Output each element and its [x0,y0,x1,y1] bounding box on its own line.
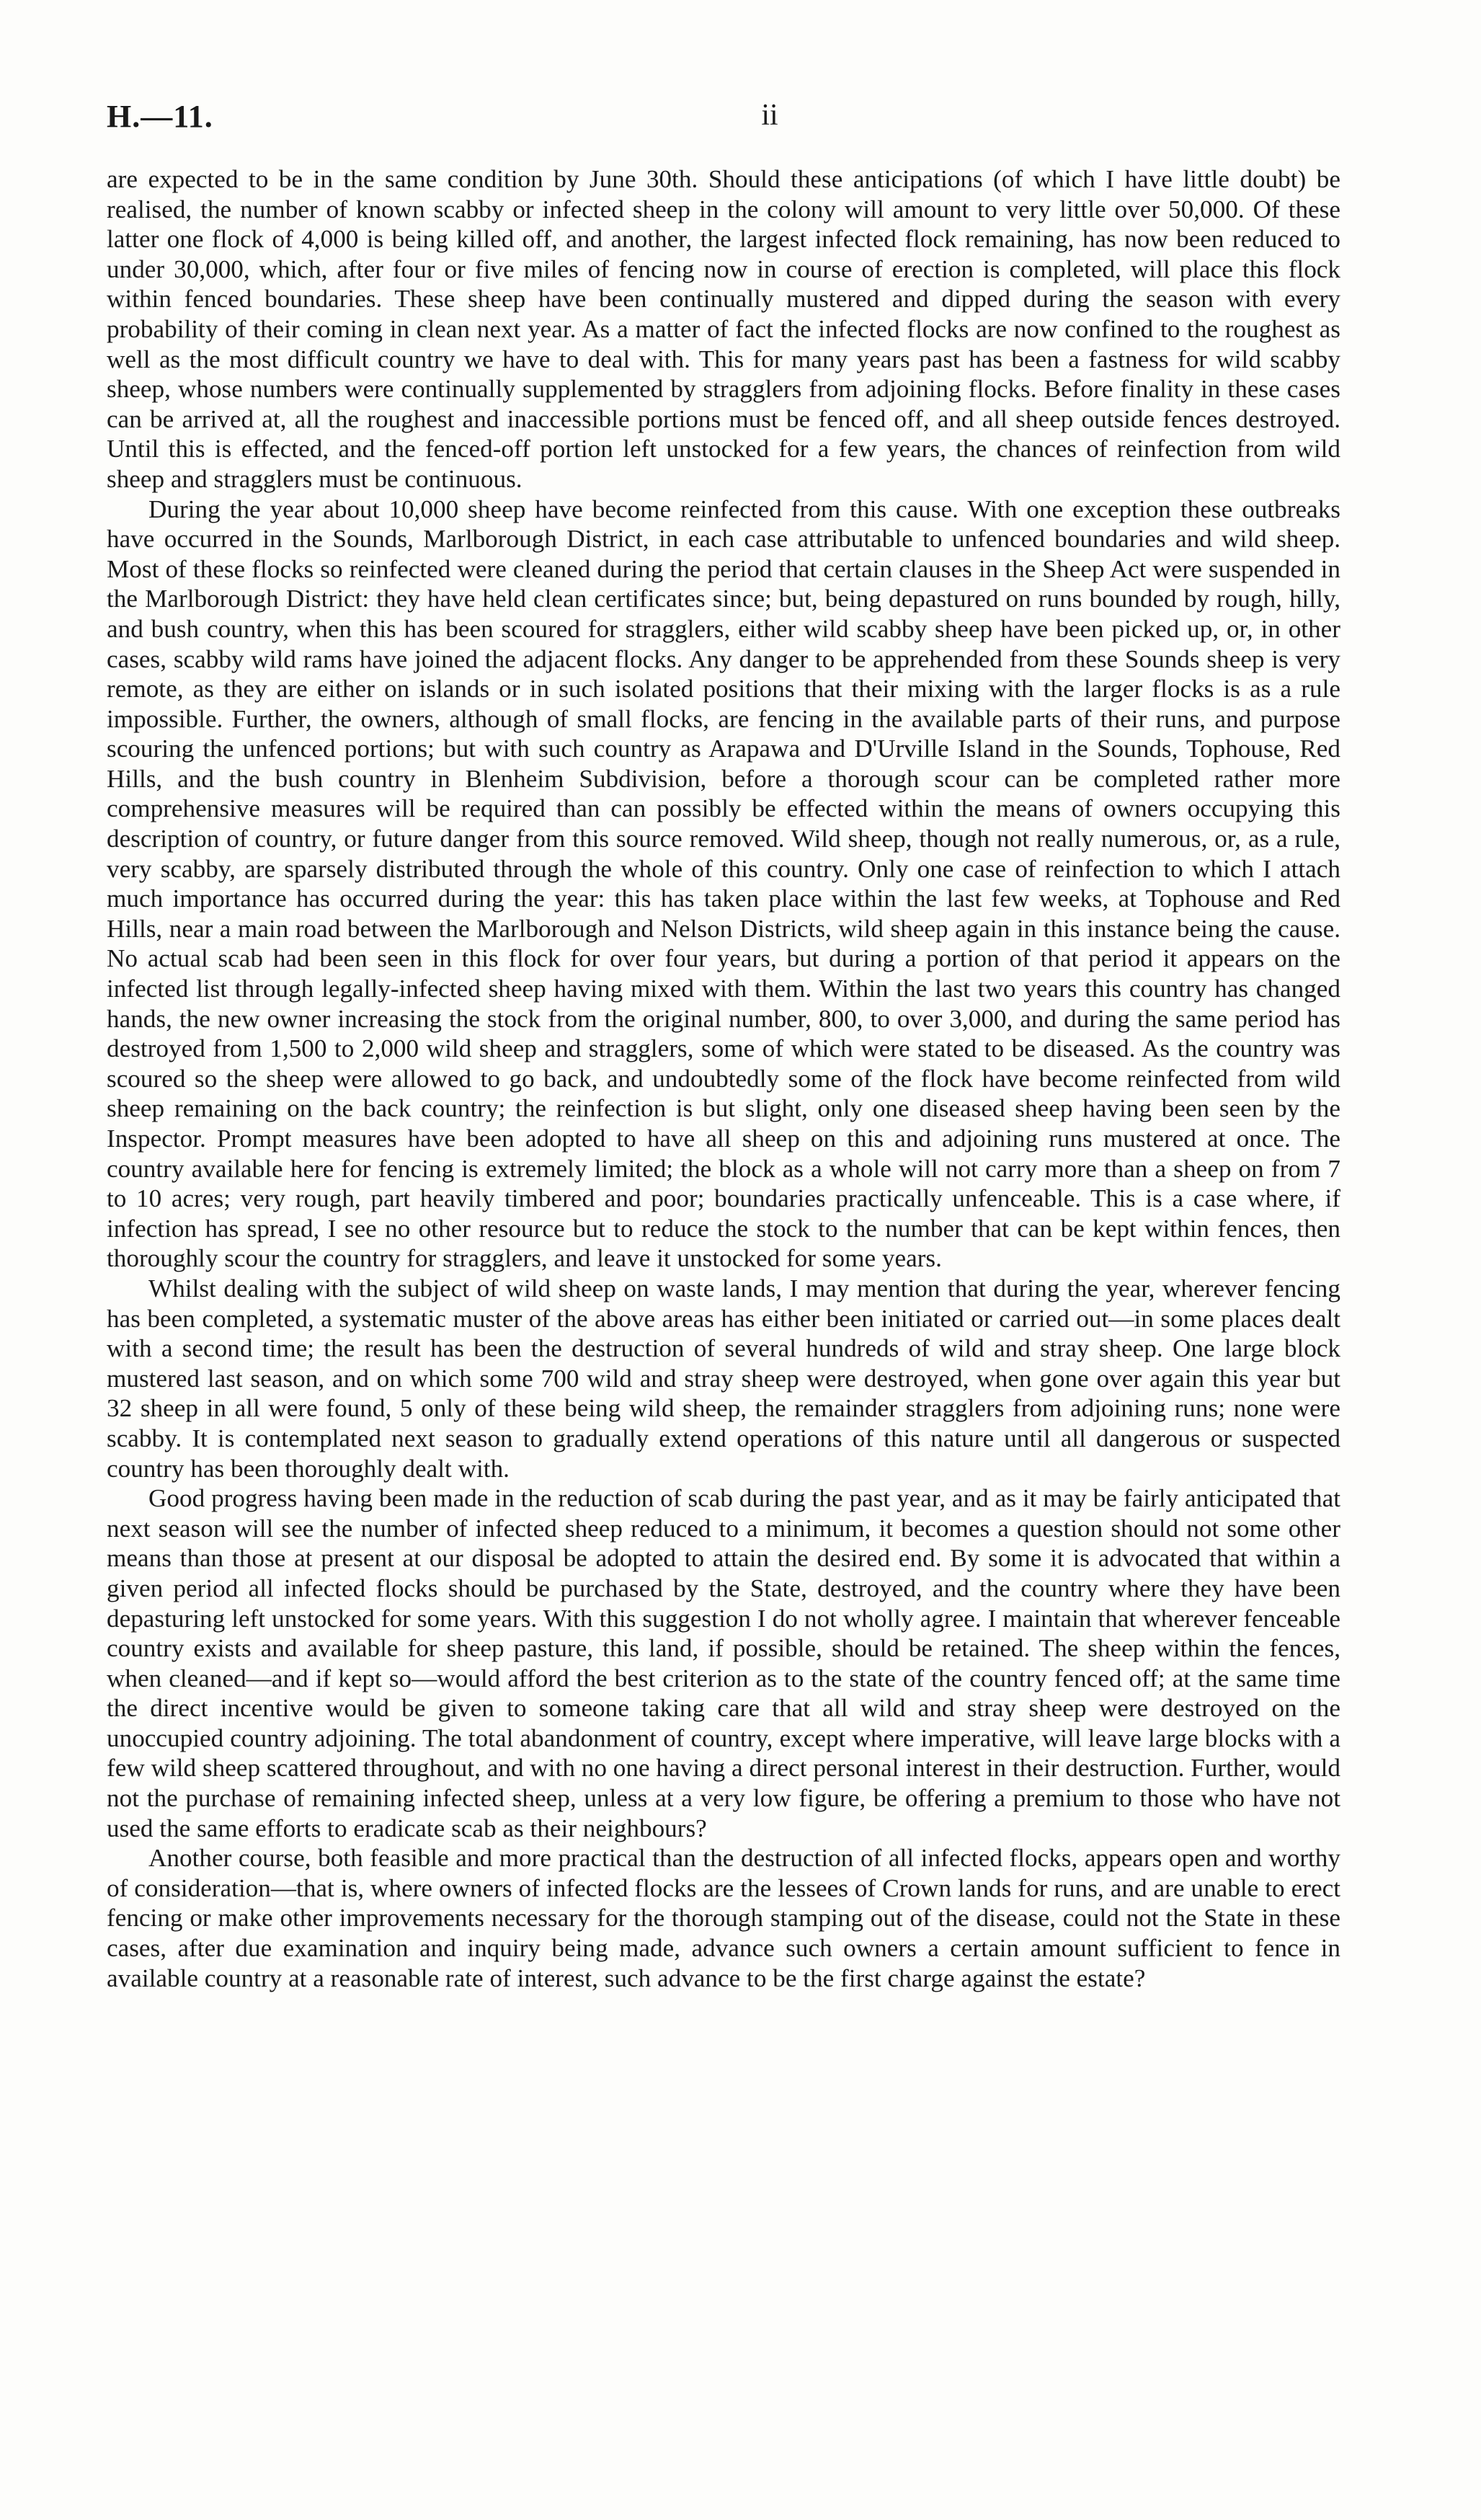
paragraph-continuation: are expected to be in the same condition by June 30th. Should these anticipations (of which I have little doubt) be realised, the number of known scabby or infected sheep in the colony will amount to very little over 50,000. Of these latter one flock of 4,000 is being killed off, and another, the largest infected flock remaining, has now been reduced to under 30,000, which, after four or five miles of fencing now in course of erection is completed, will place this flock within fenced boundaries. These sheep have been continually mustered and dipped during the season with every probability of their coming in clean next year. As a matter of fact the infected flocks are now confined to the roughest as well as the most difficult country we have to deal with. This for many years past has been a fastness for wild scabby sheep, whose numbers were continually supplemented by stragglers from adjoining flocks. Before finality in these cases can be arrived at, all the roughest and inaccessible portions must be fenced off, and all sheep outside fences destroyed. Until this is effected, and the fenced-off portion left unstocked for a few years, the chances of reinfection from wild sheep and stragglers must be continuous. [107,165,1340,493]
paragraph-state-purchase: Good progress having been made in the reduction of scab during the past year, and as it may be fairly anticipated that next season will see the number of infected sheep reduced to a minimum, it becomes a question should not some other means than those at present at our disposal be adopted to attain the desired end. By some it is advocated that within a given period all infected flocks should be purchased by the State, destroyed, and the country where they have been depasturing left unstocked for some years. With this suggestion I do not wholly agree. I maintain that wherever fenceable country exists and available for sheep pasture, this land, if possible, should be retained. The sheep within the fences, when cleaned—and if kept so—would afford the best criterion as to the state of the country fenced off; at the same time the direct incentive would be given to someone taking care that all wild and stray sheep were destroyed on the unoccupied country adjoining. The total abandonment of country, except where imperative, will leave large blocks with a few wild sheep scattered throughout, and with no one having a direct personal interest in their destruction. Further, would not the purchase of remaining infected sheep, unless at a very low figure, be offering a premium to those who have not used the same efforts to eradicate scab as their neighbours? [107,1484,1340,1842]
page-number: ii [761,99,778,132]
paragraph-wild-sheep-muster: Whilst dealing with the subject of wild sheep on waste lands, I may mention that during the year, wherever fencing has been completed, a systematic muster of the above areas has either been initiated or carried out—in some places dealt with a second time; the result has been the destruction of several hundreds of wild and stray sheep. One large block mustered last season, and on which some 700 wild and stray sheep were destroyed, when gone over again this year but 32 sheep in all were found, 5 only of these being wild sheep, the remainder stragglers from adjoining runs; none were scabby. It is contemplated next season to gradually extend operations of this nature until all dangerous or suspected country has been thoroughly dealt with. [107,1274,1340,1483]
report-body [107,164,1340,1993]
paragraph-state-advance: Another course, both feasible and more practical than the destruction of all infected flocks, appears open and worthy of consideration—that is, where owners of infected flocks are the lessees of Crown lands for runs, and are unable to erect fencing or make other improvements necessary for the thorough stamping out of the disease, could not the State in these cases, after due examination and inquiry being made, advance such owners a certain amount sufficient to fence in available country at a reasonable rate of interest, such advance to be the first charge against the estate? [107,1844,1340,1992]
paragraph-reinfection: During the year about 10,000 sheep have become reinfected from this cause. With one exception these outbreaks have occurred in the Sounds, Marlborough District, in each case attributable to unfenced boundaries and wild sheep. Most of these flocks so reinfected were cleaned during the period that certain clauses in the Sheep Act were suspended in the Marlborough District: they have held clean certificates since; but, being depastured on runs bounded by rough, hilly, and bush country, when this has been scoured for stragglers, either wild scabby sheep have been picked up, or, in other cases, scabby wild rams have joined the adjacent flocks. Any danger to be apprehended from these Sounds sheep is very remote, as they are either on islands or in such isolated positions that their mixing with the larger flocks is as a rule impossible. Further, the owners, although of small flocks, are fencing in the available parts of their runs, and purpose scouring the unfenced portions; but with such country as Arapawa and D'Urville Island in the Sounds, Tophouse, Red Hills, and the bush country in Blenheim Subdivision, before a thorough scour can be completed rather more comprehensive measures will be required than can possibly be effected within the means of owners occupying this description of country, or future danger from this source removed. Wild sheep, though not really numerous, or, as a rule, very scabby, are sparsely distributed through the whole of this country. Only one case of reinfection to which I attach much importance has occurred during the year: this has taken place within the last few weeks, at Tophouse and Red Hills, near a main road between the Marlborough and Nelson Districts, wild sheep again in this instance being the cause. No actual scab had been seen in this flock for over four years, but during a portion of that period it appears on the infected list through legally-infected sheep having mixed with them. Within the last two years this country has changed hands, the new owner increasing the stock from the original number, 800, to over 3,000, and during the same period has destroyed from 1,500 to 2,000 wild sheep and stragglers, some of which were stated to be diseased. As the country was scoured so the sheep were allowed to go back, and undoubtedly some of the flock have become reinfected from wild sheep remaining on the back country; the reinfection is but slight, only one diseased sheep having been seen by the Inspector. Prompt measures have been adopted to have all sheep on this and adjoining runs mustered at once. The country available here for fencing is extremely limited; the block as a whole will not carry more than a sheep on from 7 to 10 acres; very rough, part heavily timbered and poor; boundaries practically unfenceable. This is a case where, if infection has spread, I see no other resource but to reduce the stock to the number that can be kept within fences, then thoroughly scour the country for stragglers, and leave it unstocked for some years. [107,494,1340,1273]
page-header [107,98,1340,141]
document-reference: H.—11. [107,99,213,134]
